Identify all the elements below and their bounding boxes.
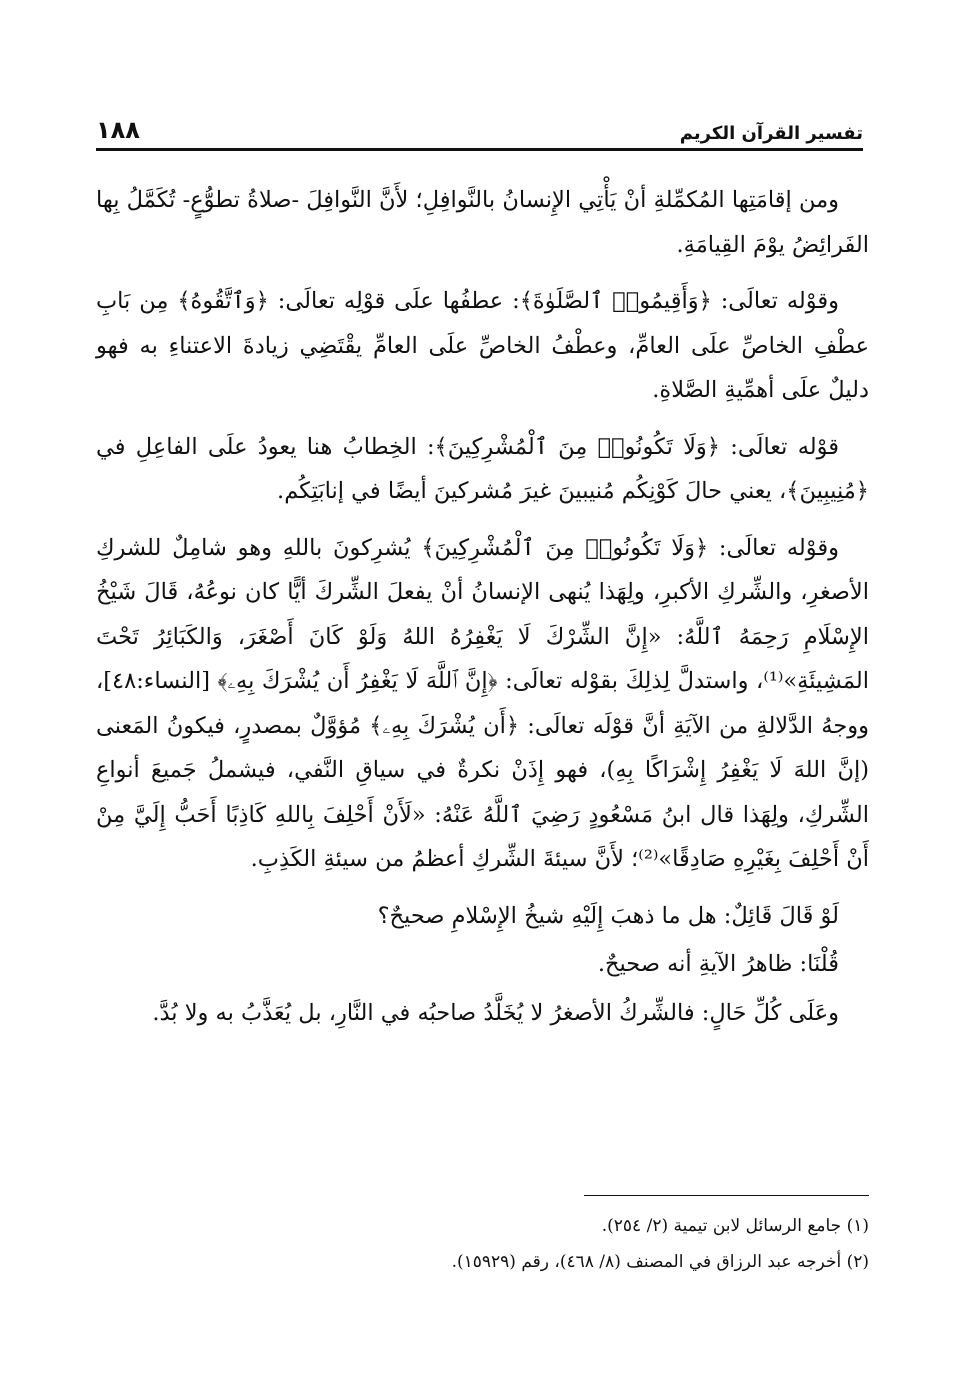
- main-text: [96, 178, 869, 1047]
- footnotes: [96, 1208, 869, 1280]
- footnote-2: (٢) أخرجه عبد الرزاق في المصنف (٨/ ٤٦٨)، رقم (١٥٩٢٩).: [451, 1252, 869, 1272]
- paragraph-4: وقوْله تعالَى: ﴿وَلَا تَكُونُوا۟ مِنَ ٱلْمُشْرِكِينَ﴾ يُشرِكونَ باللهِ وهو شامِلٌ للشركِ الأصغرِ، والشِّركِ الأكبرِ، ولِهَذا يُنهى الإنسانُ أنْ يفعلَ الشِّركَ أيًّا كان نوعُهُ، قَالَ شَيْخُ الإِسْلَامِ رَحِمَهُ ٱللَّهُ: «إِنَّ الشِّرْكَ لَا يَغْفِرُهُ اللهُ وَلَوْ كَانَ أَصْغَرَ، وَالكَبَائِرُ تَحْتَ المَشِيئَةِ»⁽¹⁾، واستدلَّ لِذلِكَ بقوْله تعالَى: ﴿إِنَّ ٱللَّهَ لَا يَغْفِرُ أَن يُشْرَكَ بِهِۦ﴾ [النساء:٤٨]، ووجهُ الدَّلالةِ من الآيَةِ أنَّ قوْلَه تعالَى: ﴿أَن يُشْرَكَ بِهِۦ﴾ مُؤوَّلٌ بمصدرٍ، فيكونُ المَعنى (إنَّ اللهَ لَا يَغْفِرُ إِشْرَاكًا بِهِ)، فهو إِذَنْ نكرةٌ في سياقِ النَّفي، فيشملُ جَميعَ أنواعِ الشِّركِ، ولِهَذا قال ابنُ مَسْعُودٍ رَضِيَ ٱللَّهُ عَنْهُ: «لَأَنْ أَحْلِفَ بِاللهِ كَاذِبًا أَحَبُّ إِلَيَّ مِنْ أَنْ أَحْلِفَ بِغَيْرِهِ صَادِقًا»⁽²⁾؛ لأَنَّ سيئةَ الشِّركِ أعظمُ من سيئةِ الكَذِبِ.: [96, 534, 869, 872]
- paragraph-3: قوْله تعالَى: ﴿وَلَا تَكُونُوا۟ مِنَ ٱلْمُشْرِكِينَ﴾: الخِطابُ هنا يعودُ علَى الفاعِلِ في ﴿مُنِيبِينَ﴾، يعني حالَ كَوْنِكُم مُنيبينَ غيرَ مُشركينَ أيضًا في إنابَتِكُم.: [96, 433, 869, 504]
- footnote-separator: [584, 1195, 869, 1196]
- footnote-1: (١) جامع الرسائل لابن تيمية (٢/ ٢٥٤).: [601, 1216, 869, 1236]
- page-number: ١٨٨: [96, 116, 140, 144]
- running-header: [96, 100, 863, 151]
- paragraph-2: وقوْله تعالَى: ﴿وَأَقِيمُوا۟ ٱلصَّلَوٰةَ﴾: عطفُها علَى قوْلِه تعالَى: ﴿وَٱتَّقُوهُ﴾ مِن بَابِ عطْفِ الخاصِّ علَى العامِّ، وعطْفُ الخاصِّ علَى العامِّ يقْتَضِي زيادةَ الاعتناءِ به فهو دليلٌ علَى أهمِّيةِ الصَّلاةِ.: [96, 288, 869, 403]
- answer-paragraph: قُلْنَا: ظاهرُ الآيةِ أنه صحيحٌ.: [597, 951, 839, 977]
- question-paragraph: لَوْ قَالَ قَائِلٌ: هل ما ذهبَ إِلَيْهِ شيخُ الإِسْلامِ صحيحٌ؟: [377, 902, 839, 929]
- concluding-paragraph: وعَلَى كُلِّ حَالٍ: فالشِّركُ الأصغرُ لا يُخَلَّدُ صاحبُه في النَّارِ، بل يُعَذَّبُ به ولا بُدَّ.: [152, 999, 839, 1026]
- book-title: تفسير القرآن الكريم: [679, 123, 863, 144]
- paragraph-1: ومن إقامَتِها المُكمِّلةِ أنْ يَأْتِي الإِنسانُ بالنَّوافِلِ؛ لأَنَّ النَّوافِلَ -صلاةُ تطوُّعٍ- تُكَمَّلُ بِها الفَرائِضُ يوْمَ القِيامَةِ.: [96, 187, 869, 258]
